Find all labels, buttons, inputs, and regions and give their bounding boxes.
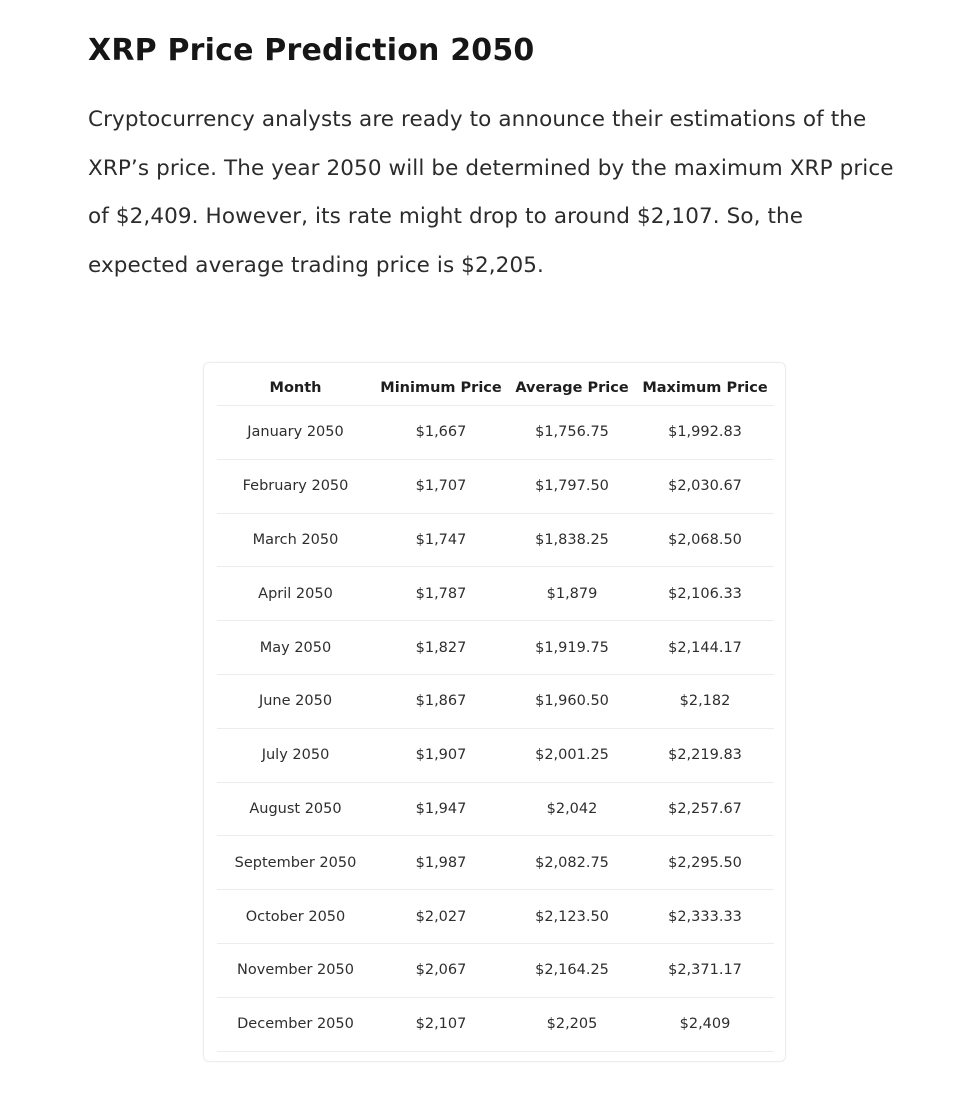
cell-minimum-price: $1,827: [374, 621, 508, 675]
cell-month: February 2050: [217, 459, 374, 513]
cell-average-price: $1,756.75: [508, 406, 636, 460]
cell-month: November 2050: [217, 943, 374, 997]
cell-minimum-price: $1,867: [374, 674, 508, 728]
cell-minimum-price: $1,947: [374, 782, 508, 836]
cell-average-price: $2,001.25: [508, 728, 636, 782]
table-row: [217, 406, 774, 460]
cell-maximum-price: $2,219.83: [636, 728, 774, 782]
table-header: [217, 371, 774, 406]
cell-minimum-price: $2,027: [374, 890, 508, 944]
cell-minimum-price: $2,107: [374, 997, 508, 1051]
table-row: [217, 943, 774, 997]
table-header-row: [217, 371, 774, 406]
cell-average-price: $2,164.25: [508, 943, 636, 997]
table-body: [217, 406, 774, 1052]
cell-maximum-price: $2,371.17: [636, 943, 774, 997]
cell-month: March 2050: [217, 513, 374, 567]
table-row: [217, 728, 774, 782]
cell-minimum-price: $1,787: [374, 567, 508, 621]
cell-maximum-price: $2,144.17: [636, 621, 774, 675]
cell-maximum-price: $1,992.83: [636, 406, 774, 460]
cell-month: August 2050: [217, 782, 374, 836]
table-row: [217, 567, 774, 621]
cell-month: April 2050: [217, 567, 374, 621]
table-row: [217, 674, 774, 728]
cell-maximum-price: $2,068.50: [636, 513, 774, 567]
cell-month: June 2050: [217, 674, 374, 728]
cell-month: July 2050: [217, 728, 374, 782]
cell-month: September 2050: [217, 836, 374, 890]
column-header-minimum-price: Minimum Price: [374, 371, 508, 406]
cell-minimum-price: $1,987: [374, 836, 508, 890]
table-row: [217, 782, 774, 836]
cell-maximum-price: $2,333.33: [636, 890, 774, 944]
cell-month: October 2050: [217, 890, 374, 944]
page-title: XRP Price Prediction 2050: [88, 33, 535, 68]
cell-minimum-price: $1,707: [374, 459, 508, 513]
cell-minimum-price: $1,907: [374, 728, 508, 782]
table-row: [217, 513, 774, 567]
table-row: [217, 890, 774, 944]
cell-average-price: $1,919.75: [508, 621, 636, 675]
price-table-card: [203, 362, 786, 1062]
table-row: [217, 459, 774, 513]
cell-minimum-price: $1,667: [374, 406, 508, 460]
table-row: [217, 997, 774, 1051]
column-header-average-price: Average Price: [508, 371, 636, 406]
cell-month: December 2050: [217, 997, 374, 1051]
cell-minimum-price: $2,067: [374, 943, 508, 997]
cell-average-price: $1,797.50: [508, 459, 636, 513]
cell-average-price: $2,123.50: [508, 890, 636, 944]
cell-average-price: $2,042: [508, 782, 636, 836]
cell-average-price: $1,879: [508, 567, 636, 621]
cell-maximum-price: $2,030.67: [636, 459, 774, 513]
cell-month: January 2050: [217, 406, 374, 460]
cell-maximum-price: $2,106.33: [636, 567, 774, 621]
intro-paragraph: Cryptocurrency analysts are ready to announce their estimations of the XRP’s price. The year 2050 will be determined by the maximum XRP price of $2,409. However, its rate might drop to around $2,107. So, the expected average trading price is $2,205.: [88, 107, 894, 279]
column-header-month: Month: [217, 371, 374, 406]
cell-average-price: $2,205: [508, 997, 636, 1051]
cell-maximum-price: $2,409: [636, 997, 774, 1051]
table-row: [217, 621, 774, 675]
price-prediction-table: [217, 371, 774, 1052]
cell-average-price: $2,082.75: [508, 836, 636, 890]
cell-maximum-price: $2,295.50: [636, 836, 774, 890]
column-header-maximum-price: Maximum Price: [636, 371, 774, 406]
cell-month: May 2050: [217, 621, 374, 675]
cell-average-price: $1,960.50: [508, 674, 636, 728]
cell-average-price: $1,838.25: [508, 513, 636, 567]
cell-minimum-price: $1,747: [374, 513, 508, 567]
table-row: [217, 836, 774, 890]
cell-maximum-price: $2,257.67: [636, 782, 774, 836]
cell-maximum-price: $2,182: [636, 674, 774, 728]
